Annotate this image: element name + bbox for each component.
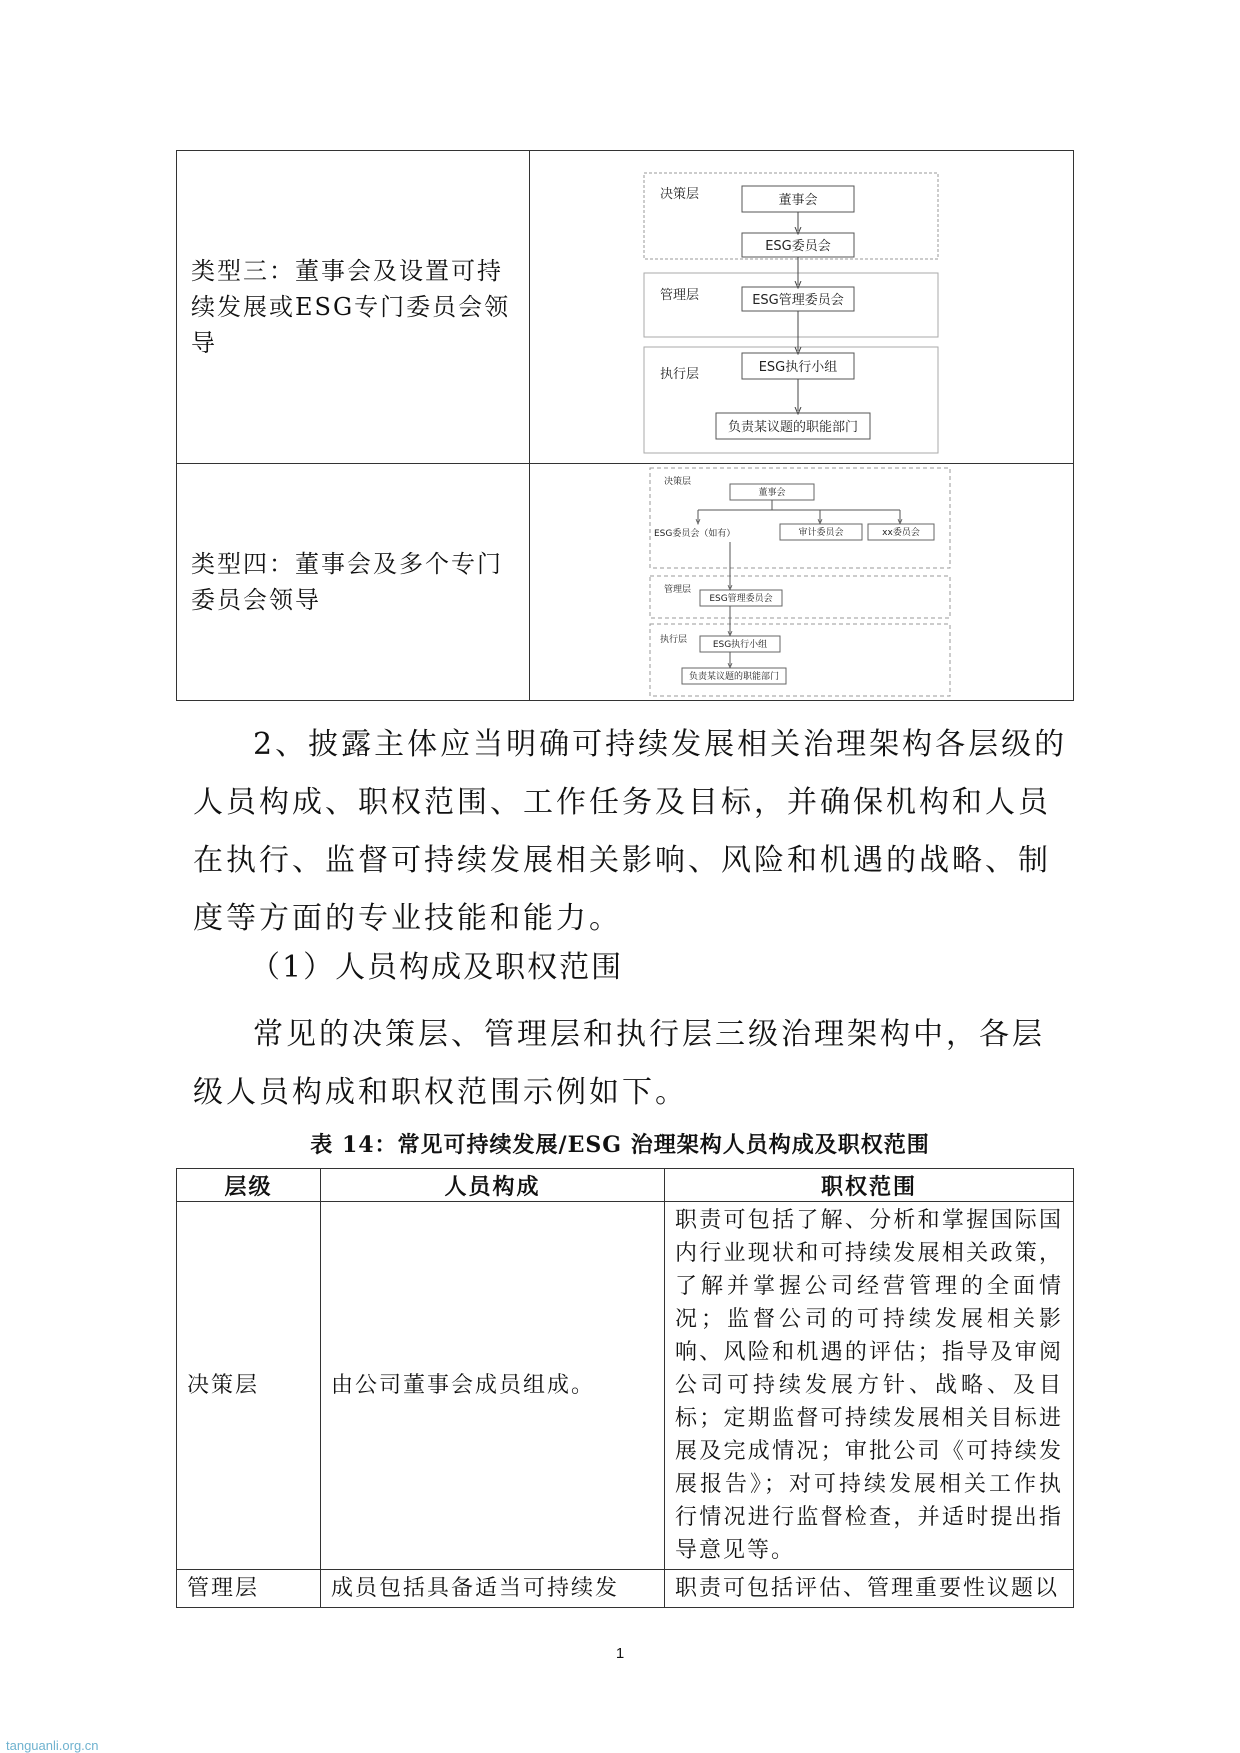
type4-management-frame [650, 576, 950, 618]
row-decision-members: 由公司董事会成员组成。 [321, 1202, 665, 1570]
type3-org-diagram [530, 151, 1075, 463]
type3-esg-mgmt-text: ESG管理委员会 [752, 293, 844, 308]
row-decision-level: 决策层 [177, 1202, 321, 1570]
roles-header-row [177, 1169, 1074, 1202]
type4-label: 类型四：董事会及多个专门委员会领导 [177, 464, 530, 701]
type4-board-text: 董事会 [758, 488, 786, 498]
header-duties: 职权范围 [665, 1169, 1074, 1202]
type3-layer-decision: 决策层 [660, 187, 700, 202]
paragraph-3: 常见的决策层、管理层和执行层三级治理架构中，各层级人员构成和职权范围示例如下。 [193, 1017, 1045, 1110]
table-row [177, 1202, 1074, 1570]
type3-layer-execution: 执行层 [660, 367, 700, 382]
type4-row [177, 464, 1074, 701]
type3-esg-exec-text: ESG执行小组 [758, 360, 838, 375]
governance-types-table [176, 150, 1074, 701]
row-decision-duties: 职责可包括了解、分析和掌握国际国内行业现状和可持续发展相关政策，了解并掌握公司经营管理的全面情况；监督公司的可持续发展相关影响、风险和机遇的评估；指导及审阅公司可持续发展方针、战略、及目标；定期监督可持续发展相关目标进展及完成情况；审批公司《可持续发展报告》；对可持续发展相关工作执行情况进行监督检查，并适时提出指导意见等。 [665, 1202, 1074, 1570]
type4-diagram-cell [530, 464, 1074, 701]
type3-row [177, 151, 1074, 464]
header-level: 层级 [177, 1169, 321, 1202]
table-caption: 表 14：常见可持续发展/ESG 治理架构人员构成及职权范围 [310, 1132, 930, 1158]
watermark-text: tanguanli.org.cn [6, 1738, 99, 1753]
type4-xx-text: xx委员会 [882, 528, 920, 538]
type4-esg-mgmt-text: ESG管理委员会 [709, 594, 773, 604]
type4-audit-text: 审计委员会 [798, 528, 844, 538]
type4-esg-committee-text: ESG委员会（如有） [654, 529, 736, 539]
page-number: 1 [615, 1645, 625, 1662]
type4-departments-text: 负责某议题的职能部门 [688, 672, 780, 682]
header-members: 人员构成 [321, 1169, 665, 1202]
type3-layer-management: 管理层 [660, 288, 700, 303]
type3-board-text: 董事会 [778, 193, 818, 208]
type4-org-diagram [530, 464, 1075, 700]
type4-layer-decision: 决策层 [664, 477, 692, 487]
type4-layer-management: 管理层 [664, 585, 692, 595]
type3-departments-text: 负责某议题的职能部门 [727, 420, 859, 435]
row-management-level: 管理层 [177, 1570, 321, 1608]
type4-esg-exec-text: ESG执行小组 [712, 640, 768, 650]
paragraph-2: 2、披露主体应当明确可持续发展相关治理架构各层级的人员构成、职权范围、工作任务及目标，并确保机构和人员在执行、监督可持续发展相关影响、风险和机遇的战略、制度等方面的专业技能和能力。 [193, 727, 1068, 936]
type3-diagram-cell [530, 151, 1074, 464]
roles-table [176, 1168, 1074, 1608]
subheading-1: （1）人员构成及职权范围 [250, 950, 624, 985]
type4-layer-execution: 执行层 [660, 635, 688, 645]
row-management-members: 成员包括具备适当可持续发 [321, 1570, 665, 1608]
table-row [177, 1570, 1074, 1608]
type4-execution-frame [650, 624, 950, 696]
type3-esg-committee-text: ESG委员会 [765, 239, 831, 254]
row-management-duties: 职责可包括评估、管理重要性议题以 [665, 1570, 1074, 1608]
type3-label: 类型三：董事会及设置可持续发展或ESG专门委员会领导 [177, 151, 530, 464]
type4-decision-frame [650, 468, 950, 568]
